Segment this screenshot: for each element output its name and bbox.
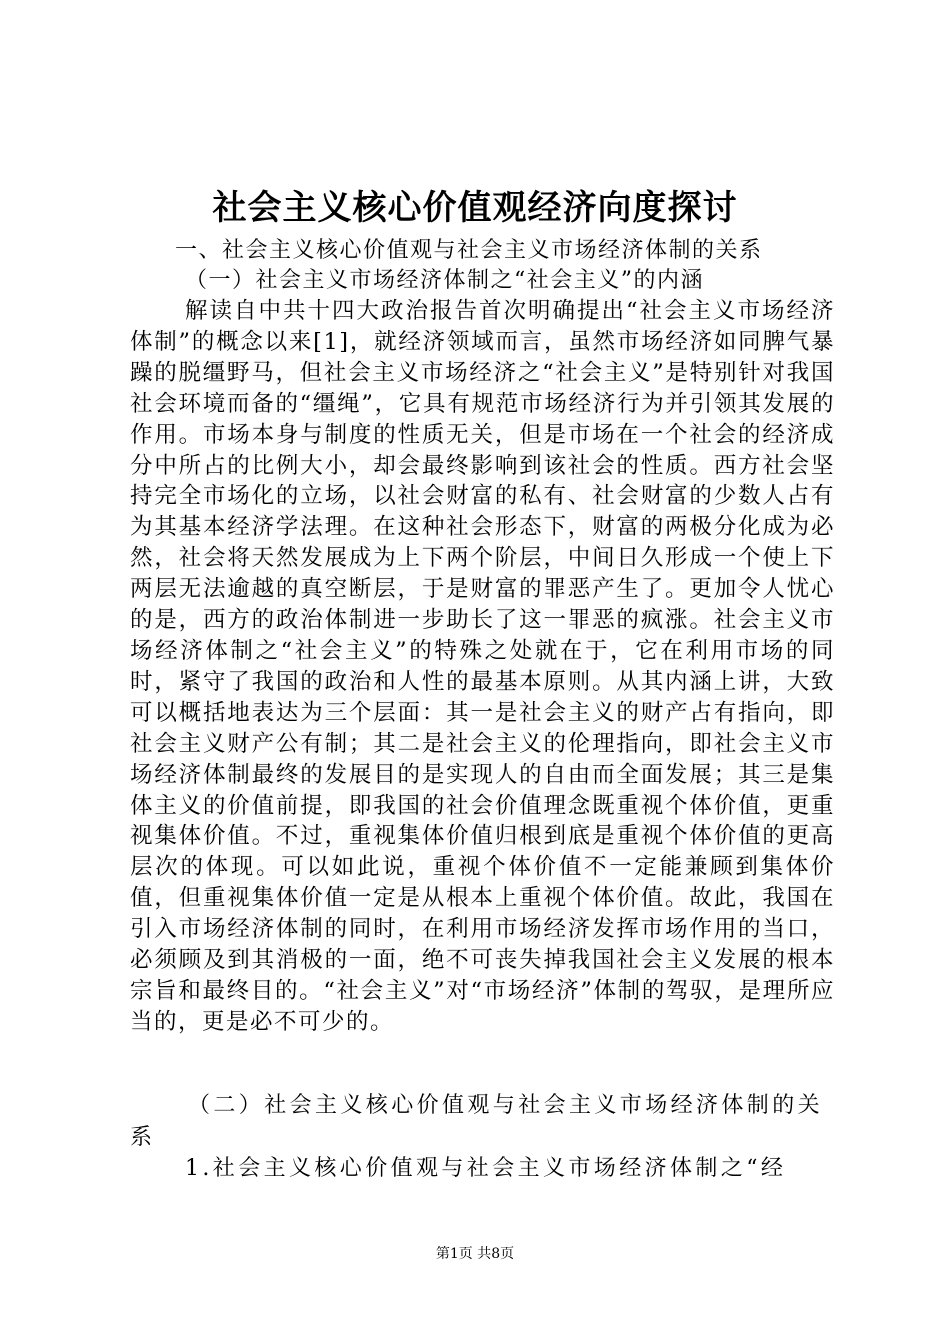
subsection-heading-2: （二）社会主义核心价值观与社会主义市场经济体制的关系 <box>130 1093 824 1150</box>
body-paragraph: 解读自中共十四大政治报告首次明确提出“社会主义市场经济体制”的概念以来[1]，就经济领域而言，虽然市场经济如同脾气暴躁的脱缰野马，但社会主义市场经济之“社会主义”是特别针对我国社会环境而备的“缰绳”，它具有规范市场经济行为并引领其发展的作用。市场本身与制度的性质无关，但是市场在一个社会的经济成分中所占的比例大小，却会最终影响到该社会的性质。西方社会坚持完全市场化的立场，以社会财富的私有、社会财富的少数人占有为其基本经济学法理。在这种社会形态下，财富的两极分化成为必然，社会将天然发展成为上下两个阶层，中间日久形成一个使上下两层无法逾越的真空断层，于是财富的罪恶产生了。更加令人忧心的是，西方的政治体制进一步助长了这一罪恶的疯涨。社会主义市场经济体制之“社会主义”的特殊之处就在于，它在利用市场的同时，紧守了我国的政治和人性的最基本原则。从其内涵上讲，大致可以概括地表达为三个层面：其一是社会主义的财产占有指向，即社会主义财产公有制；其二是社会主义的伦理指向，即社会主义市场经济体制最终的发展目的是实现人的自由而全面发展；其三是集体主义的价值前提，即我国的社会价值理念既重视个体价值，更重视集体价值。不过，重视集体价值归根到底是重视个体价值的更高层次的体现。可以如此说，重视个体价值不一定能兼顾到集体价值，但重视集体价值一定是从根本上重视个体价值。故此，我国在引入市场经济体制的同时，在利用市场经济发挥市场作用的当口，必须顾及到其消极的一面，绝不可丧失掉我国社会主义发展的根本宗旨和最终目的。“社会主义”对“市场经济”体制的驾驭，是理所应当的，更是必不可少的。 <box>130 298 835 1035</box>
document-title: 社会主义核心价值观经济向度探讨 <box>212 188 738 228</box>
item-heading: 1.社会主义核心价值观与社会主义市场经济体制之“经 <box>185 1156 787 1181</box>
page-footer: 第1页 共8页 <box>435 1246 515 1262</box>
section-heading: 一、社会主义核心价值观与社会主义市场经济体制的关系 <box>175 238 763 263</box>
subsection-heading: （一）社会主义市场经济体制之“社会主义”的内涵 <box>185 268 704 293</box>
